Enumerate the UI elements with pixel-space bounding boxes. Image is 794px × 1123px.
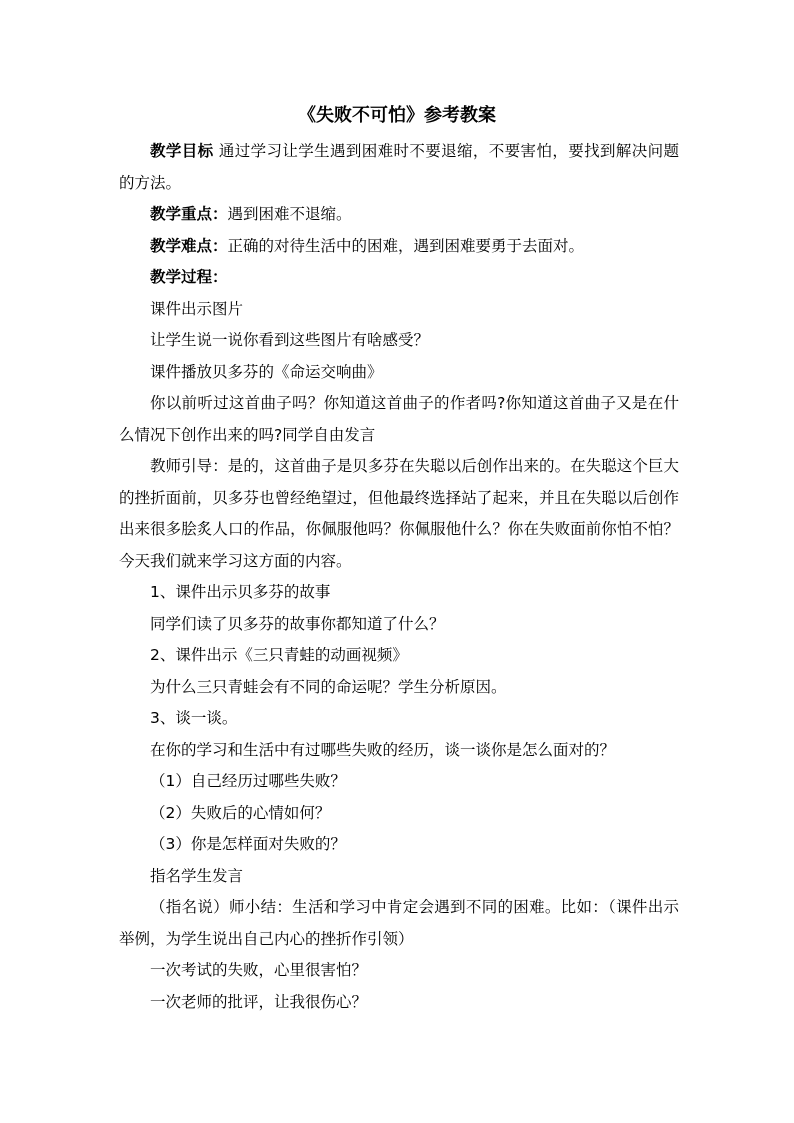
paragraph: 为什么三只青蛙会有不同的命运呢？学生分析原因。 [150, 677, 507, 696]
label-teaching-process: 教学过程： [150, 268, 228, 286]
document-title: 《失败不可怕》参考教案 [298, 105, 496, 126]
document-body [119, 136, 679, 1018]
paragraph-text: 遇到困难不退缩。 [227, 205, 352, 223]
paragraph: （2）失败后的心情如何？ [150, 803, 331, 822]
label-teaching-focus: 教学重点： [150, 205, 228, 223]
label-teaching-difficulty: 教学难点： [150, 236, 228, 255]
paragraph: 同学们读了贝多芬的故事你都知道了什么？ [150, 614, 445, 633]
paragraph: 3、谈一谈。 [150, 709, 238, 727]
paragraph: 指名学生发言 [150, 866, 244, 885]
paragraph-teaching-objective [119, 136, 679, 199]
paragraph-text: 通过学习让学生遇到困难时不要退缩，不要害怕，要找到解决问题的方法。 [119, 142, 679, 192]
paragraph-text: 正确的对待生活中的困难，遇到困难要勇于去面对。 [227, 236, 585, 255]
label-teaching-objective: 教学目标 [150, 142, 214, 160]
paragraph-teaching-process [119, 262, 679, 294]
paragraph: 2、课件出示《三只青蛙的动画视频》 [150, 646, 408, 664]
paragraph: 让学生说一说你看到这些图片有啥感受？ [150, 331, 430, 349]
paragraph: 教师引导：是的，这首曲子是贝多芬在失聪以后创作出来的。在失聪这个巨大的挫折面前，贝多芬也曾经绝望过，但他最终选择站了起来，并且在失聪以后创作出来很多脍炙人口的作品，你佩服他吗？你佩服他什么？你在失败面前你怕不怕？今天我们就来学习这方面的内容。 [119, 457, 679, 570]
paragraph-teaching-focus [119, 199, 679, 231]
paragraph: 课件出示图片 [150, 299, 244, 318]
paragraph-teaching-difficulty [119, 231, 679, 263]
paragraph: （指名说）师小结：生活和学习中肯定会遇到不同的困难。比如：（课件出示举例，为学生说出自己内心的挫折作引领） [119, 898, 679, 948]
paragraph: 在你的学习和生活中有过哪些失败的经历，谈一谈你是怎么面对的？ [150, 740, 616, 759]
paragraph: 你以前听过这首曲子吗？你知道这首曲子的作者吗?你知道这首曲子又是在什么情况下创作出来的吗?同学自由发言 [119, 394, 679, 444]
paragraph: 一次老师的批评，让我很伤心？ [150, 992, 368, 1011]
paragraph: （1）自己经历过哪些失败？ [150, 772, 346, 790]
paragraph: 1、课件出示贝多芬的故事 [150, 583, 331, 601]
paragraph: 课件播放贝多芬的《命运交响曲》 [150, 362, 383, 381]
paragraph: 一次考试的失败，心里很害怕？ [150, 961, 368, 979]
paragraph: （3）你是怎样面对失败的？ [150, 835, 346, 853]
